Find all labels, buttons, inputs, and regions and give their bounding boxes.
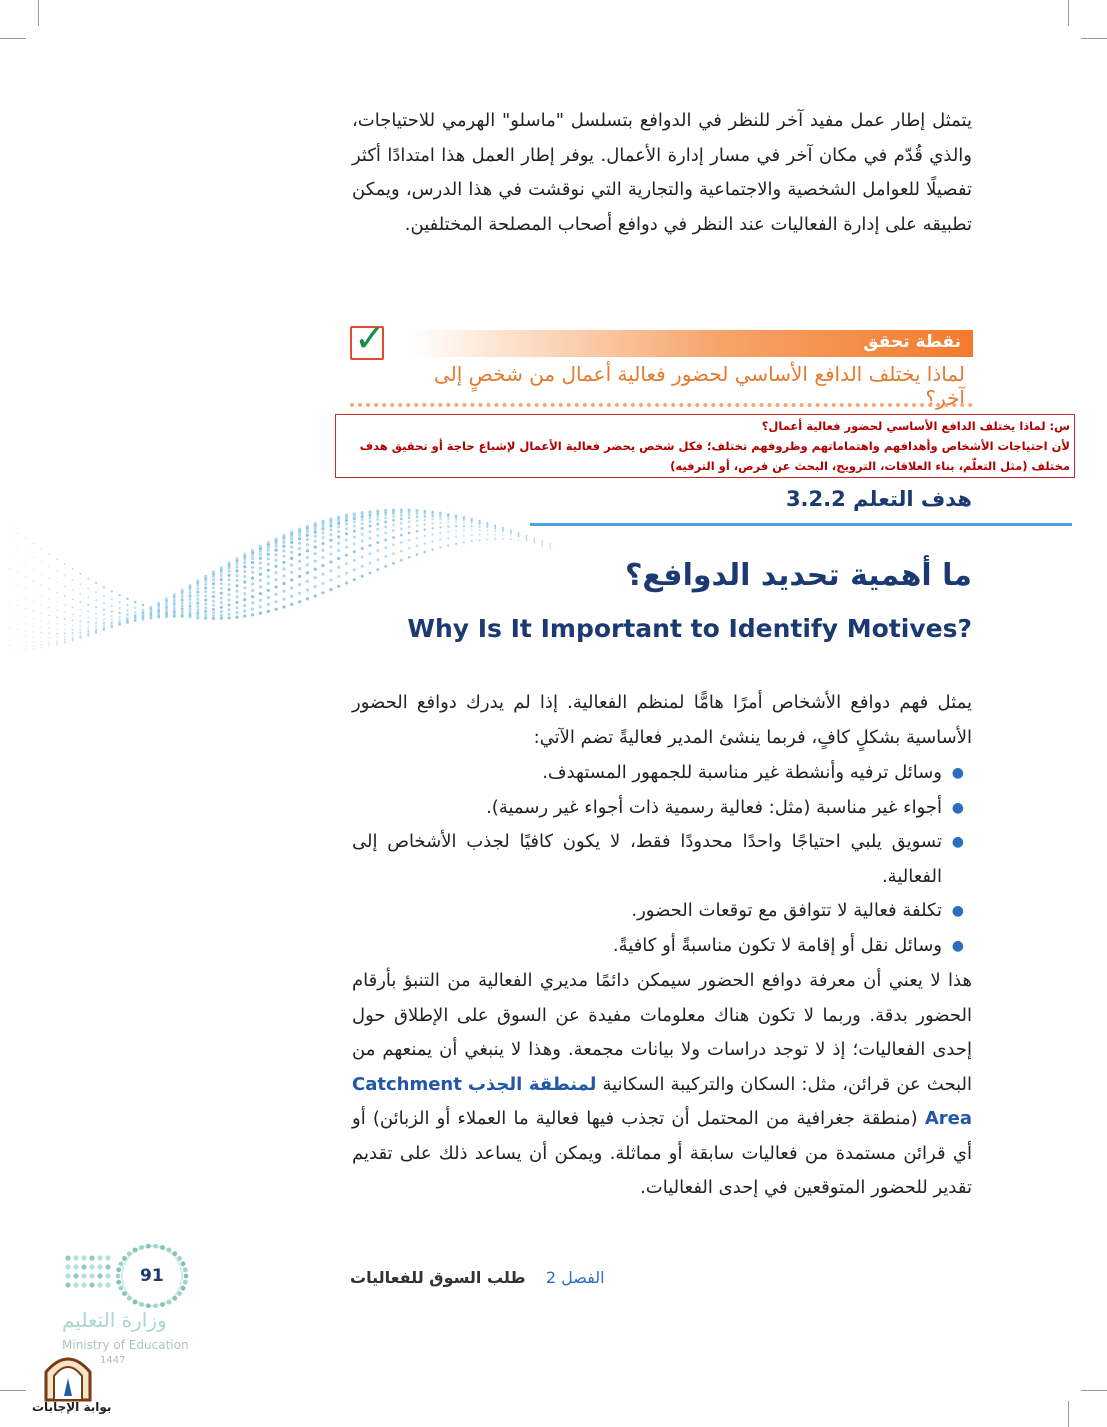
keyword-arabic: لمنطقة الجذب	[467, 1073, 597, 1095]
ministry-name-english: Ministry of Education	[62, 1338, 189, 1352]
section-title-english: Why Is It Important to Identify Motives?	[407, 614, 972, 643]
footer-chapter	[350, 1268, 605, 1287]
checkpoint-question: لماذا يختلف الدافع الأساسي لحضور فعالية أعمال من شخصٍ إلى آخر؟	[433, 362, 965, 410]
crop-mark	[0, 1390, 26, 1391]
bullet-text: وسائل نقل أو إقامة لا تكون مناسبةً أو كافيةً.	[612, 934, 942, 956]
crop-mark	[1081, 38, 1107, 39]
ministry-name-arabic: وزارة التعليم	[62, 1308, 167, 1332]
bullet-text: تكلفة فعالية لا تتوافق مع توقعات الحضور.	[631, 900, 942, 921]
site-logo-icon	[38, 1350, 98, 1402]
answer-text: لأن احتياجات الأشخاص وأهدافهم واهتماماتهم وظروفهم تختلف؛ فكل شخص يحضر فعالية الأعمال لإشباع حاجة أو تحقيق هدف مختلف (مثل التعلّم، بناء العلاقات، الترويج، البحث عن فرص، أو الترفيه)	[359, 439, 1070, 473]
bullet-text: أجواء غير مناسبة (مثل: فعالية رسمية ذات أجواء غير رسمية).	[486, 796, 942, 818]
crop-mark	[1081, 1390, 1107, 1391]
list-item	[352, 756, 964, 791]
ministry-year: 1447	[100, 1355, 126, 1366]
list-item	[352, 894, 964, 929]
crop-mark	[1068, 1401, 1069, 1427]
dotted-divider	[350, 403, 973, 407]
page-number: 91	[140, 1266, 164, 1286]
section-title-arabic: ما أهمية تحديد الدوافع؟	[625, 558, 972, 593]
answer-question: س: لماذا يختلف الدافع الأساسي لحضور فعالية أعمال؟	[761, 419, 1070, 433]
motives-paragraph: يمثل فهم دوافع الأشخاص أمرًا هامًّا لمنظم الفعالية. إذا لم يدرك دوافع الحضور الأساسية بشكلٍ كافٍ، فربما ينشئ المدير فعاليةً تضم الآتي:	[352, 692, 972, 748]
list-item	[352, 825, 964, 894]
goal-underline	[530, 523, 1072, 526]
site-label: بوابة الإجابات	[32, 1400, 112, 1414]
crop-mark	[1068, 0, 1069, 26]
paragraph-text: (منطقة جغرافية من المحتمل أن تجذب فيها فعالية ما العملاء أو الزبائن) أو أي قرائن مستمدة من فعاليات سابقة أو مماثلة. ويمكن أن يساعد ذلك على تقديم تقدير للحضور المتوقعين في إحدى الفعاليات.	[352, 1108, 972, 1198]
paragraph-text: هذا لا يعني أن معرفة دوافع الحضور سيمكن دائمًا مديري الفعالية من التنبؤ بأرقام الحضور بدقة. وربما لا تكون هناك معلومات مفيدة عن السوق على الإطلاق حول إحدى الفعاليات؛ إذ لا توجد دراسات ولا بيانات مجمعة. وهذا لا ينبغي أن يمنعهم من البحث عن قرائن، مثل: السكان والتركيبة السكانية	[352, 970, 973, 1095]
bullet-icon: ●	[951, 903, 964, 919]
learning-goal: هدف التعلم 3.2.2	[785, 487, 972, 511]
bullet-icon: ●	[951, 799, 964, 816]
intro-paragraph: يتمثل إطار عمل مفيد آخر للنظر في الدوافع بتسلسل "ماسلو" الهرمي للاحتياجات، والذي قُدّم في مكان آخر في مسار إدارة الأعمال. يوفر إطار العمل هذا امتدادًا أكثر تفصيلًا للعوامل الشخصية والاجتماعية والتجارية التي نوقشت في هذا الدرس، ويمكن تطبيقه على إدارة الفعاليات عند النظر في دوافع أصحاب المصلحة المختلفين.	[352, 110, 972, 235]
bullet-text: تسويق يلبي احتياجًا واحدًا محدودًا فقط، لا يكون كافيًا لجذب الأشخاص إلى الفعالية.	[352, 831, 942, 887]
bullet-list	[352, 756, 964, 963]
keyword-english: Catchment Area	[352, 1073, 972, 1129]
bullet-icon: ●	[951, 937, 964, 954]
ministry-dots-logo-icon	[60, 1240, 200, 1310]
chapter-number: الفصل 2	[545, 1268, 605, 1287]
crop-mark	[0, 38, 26, 39]
catchment-paragraph	[352, 964, 972, 1206]
checkpoint-label: نقطة تحقق	[863, 332, 961, 352]
checkpoint-banner	[410, 330, 973, 357]
bullet-text: وسائل ترفيه وأنشطة غير مناسبة للجمهور المستهدف.	[542, 762, 942, 783]
checkbox-icon	[350, 316, 386, 360]
bullet-icon: ●	[951, 834, 964, 850]
book-title: طلب السوق للفعاليات	[350, 1268, 526, 1287]
list-item	[352, 929, 964, 964]
answer-box	[335, 414, 1075, 478]
bullet-icon: ●	[951, 765, 964, 781]
list-item	[352, 791, 964, 826]
checkmark-icon: ✓	[354, 316, 386, 360]
crop-mark	[38, 0, 39, 26]
